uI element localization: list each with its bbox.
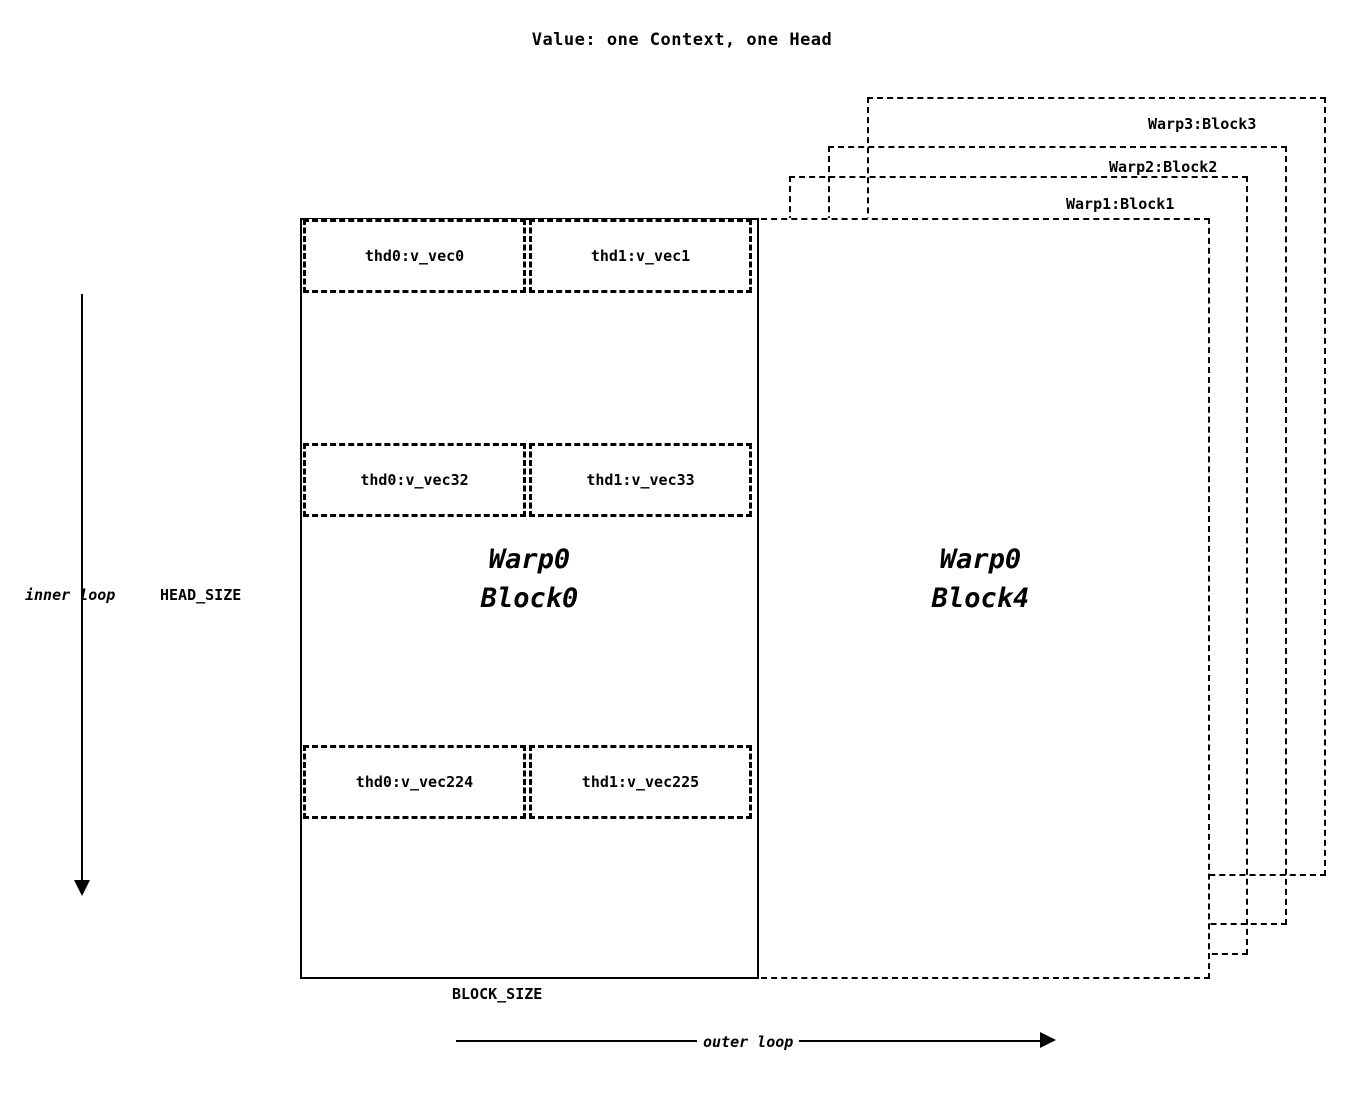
- thread-cell-thd0-vvec32[interactable]: thd0:v_vec32: [303, 443, 526, 517]
- inner-loop-label: inner loop: [25, 586, 116, 604]
- thread-cell-thd0-vvec224[interactable]: thd0:v_vec224: [303, 745, 526, 819]
- block0-warp-title: [302, 540, 757, 618]
- ghost-block-label-warp1: Warp1:Block1: [1066, 195, 1175, 213]
- thread-cell-thd1-vvec1[interactable]: thd1:v_vec1: [529, 219, 752, 293]
- block-panel-block4: [751, 218, 1210, 979]
- inner-loop-arrow-head: [74, 880, 90, 896]
- ghost-block-label-warp3: Warp3:Block3: [1148, 115, 1257, 133]
- outer-loop-label: outer loop: [697, 1033, 799, 1051]
- thread-cell-thd1-vvec33[interactable]: thd1:v_vec33: [529, 443, 752, 517]
- thread-cell-thd1-vvec225[interactable]: thd1:v_vec225: [529, 745, 752, 819]
- block-size-label: BLOCK_SIZE: [452, 985, 543, 1003]
- block4-warp-title: [753, 540, 1208, 618]
- block-panel-block0: [300, 218, 759, 979]
- head-size-label: HEAD_SIZE: [160, 586, 242, 604]
- thread-cell-thd0-vvec0[interactable]: thd0:v_vec0: [303, 219, 526, 293]
- block0-warp-name: Warp0: [488, 544, 571, 575]
- block4-block-name: Block4: [931, 583, 1030, 615]
- block4-warp-name: Warp0: [939, 544, 1022, 575]
- ghost-block-label-warp2: Warp2:Block2: [1109, 158, 1218, 176]
- page-title: Value: one Context, one Head: [531, 30, 833, 50]
- block0-block-name: Block0: [480, 583, 579, 615]
- outer-loop-arrow-head: [1040, 1032, 1056, 1048]
